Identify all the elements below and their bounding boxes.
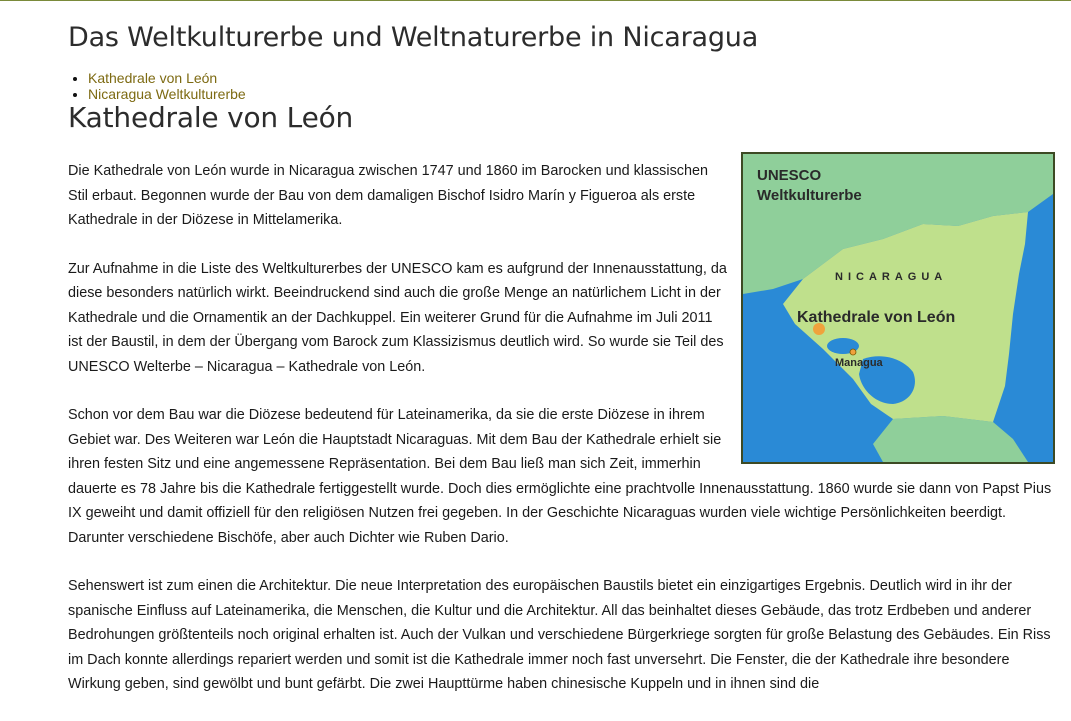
nav-item — [88, 86, 246, 102]
map-managua-marker — [850, 349, 856, 355]
section-heading: Kathedrale von León — [68, 101, 354, 134]
article-content — [68, 159, 1058, 721]
map-site-label: Kathedrale von León — [797, 309, 956, 326]
nav-item — [88, 70, 246, 86]
map-title-line2: Weltkulturerbe — [757, 187, 862, 204]
article-paragraph: Die Kathedrale von León wurde in Nicaragua zwischen 1747 und 1860 im Barocken und klassischen Stil erbaut. Begonnen wurde der Bau von dem damaligen Bischof Isidro Marín y Figueroa als erste Kathedrale in der Diözese in Mittelamerika. — [68, 163, 708, 228]
map-country-label: NICARAGUA — [835, 271, 948, 283]
page-nav — [68, 70, 246, 102]
nav-link-weltkulturerbe[interactable]: Nicaragua Weltkulturerbe — [88, 86, 246, 102]
article-paragraph: Schon vor dem Bau war die Diözese bedeutend für Lateinamerika, da sie die erste Diözese in ihrem Gebiet war. Des Weiteren war León die Hauptstadt Nicaraguas. Mit dem Bau der Kathedrale erhielt sie ihren festen Sitz und eine angemessene Repräsentation. Bei dem Bau ließ man sich Zeit, immerhin dauerte es 78 Jahre bis die Kathedrale fertiggestellt wurde. Doch dies ermöglichte eine prachtvolle Innenausstattung. 1860 wurde sie dann von Papst Pius IX geweiht und damit offiziell für den religiösen Nutzen frei gegeben. In der Geschichte Nicaraguas wurden viele wichtige Persönlichkeiten beerdigt. Darunter verschiedene Bischöfe, aber auch Dichter wie Ruben Dario. — [68, 407, 1052, 546]
article-paragraph: Sehenswert ist zum einen die Architektur. Die neue Interpretation des europäischen Baustils bietet ein einzigartiges Ergebnis. Deutlich wird in ihr der spanische Einfluss auf Lateinamerika, die Menschen, die Kultur und die Architektur. All das beinhaltet dieses Gebäude, das trotz Erdbeben und anderer Bedrohungen größtenteils noch original erhalten ist. Auch der Vulkan und verschiedene Bürgerkriege sorgten für große Belastung des Gebäudes. Ein Riss im Dach konnte allerdings repariert werden und somit ist die Kathedrale immer noch fast unversehrt. Die Fenster, die der Kathedrale ihre besondere Wirkung geben, sind gewölbt und bunt gefärbt. Die zwei Haupttürme haben chinesische Kuppeln und in ihnen sind die — [68, 578, 1051, 692]
map-graphic — [743, 154, 1053, 462]
map-city-label: Managua — [835, 357, 883, 369]
article-paragraph: Zur Aufnahme in die Liste des Weltkulturerbes der UNESCO kam es aufgrund der Innenausstattung, da diese besonders natürlich wirkt. Beeindruckend sind auch die große Menge an natürlichem Licht in der Kathedrale und die Ornamentik an der Dachkuppel. Ein weiterer Grund für die Aufnahme im Juli 2011 ist der Baustil, in dem der Übergang vom Barock zum Klassizismus deutlich wird. So wurde sie Teil des UNESCO Welterbe – Nicaragua – Kathedrale von León. — [68, 260, 727, 375]
nav-link-kathedrale[interactable]: Kathedrale von León — [88, 70, 218, 86]
unesco-map-image — [741, 152, 1055, 464]
page-title: Das Weltkulturerbe und Weltnaturerbe in Nicaragua — [68, 22, 759, 53]
map-title-line1: UNESCO — [757, 167, 822, 184]
